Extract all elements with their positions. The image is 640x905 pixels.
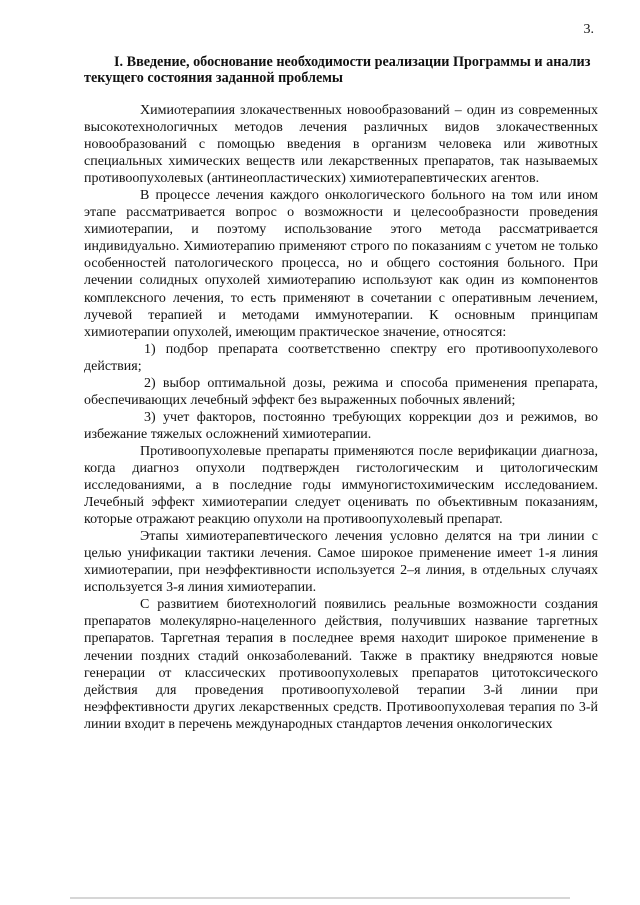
scan-bottom-edge bbox=[70, 897, 570, 899]
paragraph-verification: Противоопухолевые препараты применяются после верификации диагноза, когда диагноз опухоли подтвержден гистологическим и цитологическим исследованиями, а в последние годы иммуногистохимическим исследованием. Лечебный эффект химиотерапии следует оценивать по объективным показаниям, которые отражают реакцию опухоли на противоопухолевый препарат. bbox=[84, 443, 598, 528]
paragraph-treatment-lines: Этапы химиотерапевтического лечения условно делятся на три линии с целью унификации тактики лечения. Самое широкое применение имеет 1-я линия химиотерапии, при неэффективности используется 2–я линия, в отдельных случаях используется 3-я линия химиотерапии. bbox=[84, 529, 598, 596]
section-title: I. Введение, обоснование необходимости реализации Программы и анализ текущего состояния заданной проблемы bbox=[84, 54, 591, 86]
paragraph-targeted-therapy: С развитием биотехнологий появились реальные возможности создания препаратов молекулярно-нацеленного действия, получивших название таргетных препаратов. Таргетная терапия в последнее время находит широкое применение в лечении поздних стадий онкозаболеваний. Также в практику внедряются новые генерации от классических противоопухолевых препаратов цитотоксического действия для проведения противоопухолевой терапии 3-й линии при неэффективности других лекарственных средств. Противоопухолевая терапия по 3-й линии входит в перечень международных стандартов лечения онкологических bbox=[84, 597, 598, 732]
paragraph-chemotherapy-definition: Химиотерапиия злокачественных новообразований – один из современных высокотехнологичных методов лечения различных видов злокачественных новообразований с помощью введения в организм человека или животных специальных химических веществ или лекарственных препаратов, так называемых противоопухолевых (антинеопластических) химиотерапевтических агентов. bbox=[84, 103, 598, 187]
document-body bbox=[84, 102, 598, 733]
page-number: 3. bbox=[583, 22, 594, 37]
paragraph-treatment-process: В процессе лечения каждого онкологического больного на том или ином этапе рассматривается вопрос о возможности и целесообразности проведения химиотерапии, и поэтому использование этого метода рассматривается индивидуально. Химиотерапию применяют строго по показаниям с учетом не только особенностей патологического процесса, но и общего состояния больного. При лечении солидных опухолей химиотерапию используют как один из компонентов комплексного лечения, то есть применяют в сочетании с оперативным лечением, лучевой терапией и методами иммунотерапии. К основным принципам химиотерапии опухолей, имеющим практическое значение, относятся: bbox=[84, 188, 598, 340]
principle-item-3: 3) учет факторов, постоянно требующих коррекции доз и режимов, во избежание тяжелых осложнений химиотерапии. bbox=[84, 409, 598, 442]
principle-item-2: 2) выбор оптимальной дозы, режима и способа применения препарата, обеспечивающих лечебный эффект без выраженных побочных явлений; bbox=[84, 375, 598, 408]
principle-item-1: 1) подбор препарата соответственно спектру его противоопухолевого действия; bbox=[84, 341, 598, 374]
